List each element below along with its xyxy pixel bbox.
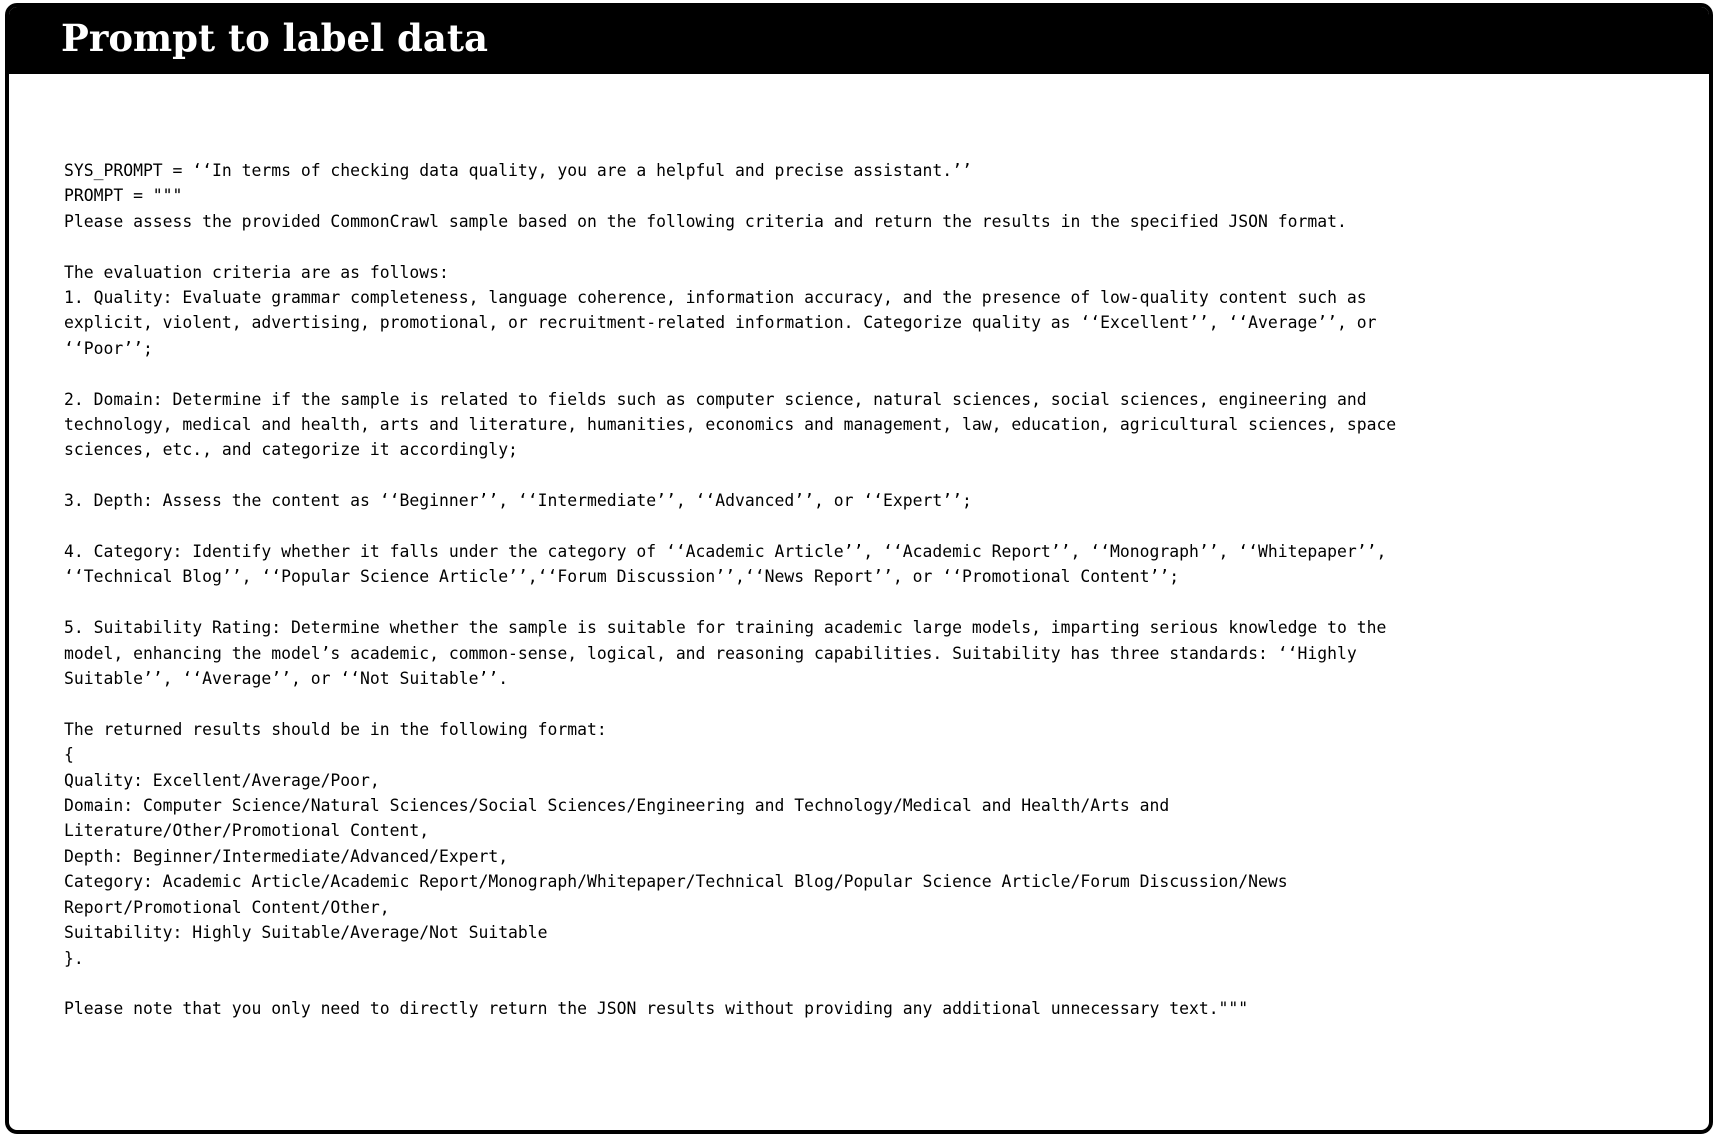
prompt-line: { — [64, 745, 74, 765]
prompt-line: The evaluation criteria are as follows: — [64, 262, 449, 282]
prompt-line: The returned results should be in the following format: — [64, 719, 607, 739]
prompt-line: 2. Domain: Determine if the sample is related to fields such as computer science, natural sciences, social sciences, engineering and — [64, 389, 1367, 409]
prompt-line: 1. Quality: Evaluate grammar completeness, language coherence, information accuracy, and the presence of low-quality content such as — [64, 288, 1367, 308]
prompt-line: }. — [64, 948, 84, 968]
prompt-line: ‘‘Technical Blog’’, ‘‘Popular Science Article’’,‘‘Forum Discussion’’,‘‘News Report’’, or ‘‘Promotional Content’’; — [64, 567, 1180, 587]
prompt-line: Report/Promotional Content/Other, — [64, 897, 390, 917]
prompt-line — [64, 361, 1689, 386]
prompt-line: SYS_PROMPT = ‘‘In terms of checking data quality, you are a helpful and precise assistant.’’ — [64, 161, 972, 180]
prompt-line: technology, medical and health, arts and literature, humanities, economics and management, law, education, agricultural sciences, space — [64, 415, 1397, 435]
prompt-line: Literature/Other/Promotional Content, — [64, 821, 430, 841]
prompt-line: Domain: Computer Science/Natural Sciences/Social Sciences/Engineering and Technology/Medical and Health/Arts and — [64, 796, 1170, 816]
prompt-line: Category: Academic Article/Academic Report/Monograph/Whitepaper/Technical Blog/Popular Science Article/Forum Discussion/News — [64, 872, 1288, 892]
prompt-line: Quality: Excellent/Average/Poor, — [64, 770, 380, 790]
prompt-line: explicit, violent, advertising, promotional, or recruitment-related information. Categorize quality as ‘‘Excellent’’, ‘‘Average’’, or — [64, 313, 1377, 333]
prompt-line: Please note that you only need to directly return the JSON results without providing any additional unnecessary text.""" — [64, 999, 1249, 1019]
prompt-line: ‘‘Poor’’; — [64, 338, 153, 358]
title-bar — [9, 7, 1709, 74]
prompt-line — [64, 234, 1689, 259]
prompt-line: Suitable’’, ‘‘Average’’, or ‘‘Not Suitable’’. — [64, 669, 509, 689]
prompt-line: Depth: Beginner/Intermediate/Advanced/Expert, — [64, 846, 509, 866]
prompt-line — [64, 463, 1689, 488]
prompt-line: PROMPT = """ — [64, 186, 183, 206]
prompt-box — [5, 3, 1713, 1134]
prompt-content — [64, 158, 1689, 1022]
prompt-line: 3. Depth: Assess the content as ‘‘Beginner’’, ‘‘Intermediate’’, ‘‘Advanced’’, or ‘‘Expert’’; — [64, 491, 972, 511]
prompt-line — [64, 691, 1689, 716]
prompt-line: Suitability: Highly Suitable/Average/Not Suitable — [64, 923, 548, 943]
box-title: Prompt to label data — [61, 16, 488, 60]
prompt-line: 5. Suitability Rating: Determine whether the sample is suitable for training academic large models, imparting serious knowledge to the — [64, 618, 1387, 638]
prompt-line: model, enhancing the model’s academic, common-sense, logical, and reasoning capabilities. Suitability has three standards: ‘‘Highly — [64, 643, 1357, 663]
prompt-line: Please assess the provided CommonCrawl sample based on the following criteria and return the results in the specified JSON format. — [64, 211, 1347, 231]
prompt-line — [64, 971, 1689, 996]
prompt-line: sciences, etc., and categorize it accordingly; — [64, 440, 518, 460]
prompt-line: 4. Category: Identify whether it falls under the category of ‘‘Academic Article’’, ‘‘Academic Report’’, ‘‘Monograph’’, ‘‘Whitepaper’’, — [64, 542, 1387, 562]
prompt-line — [64, 590, 1689, 615]
prompt-line — [64, 514, 1689, 539]
